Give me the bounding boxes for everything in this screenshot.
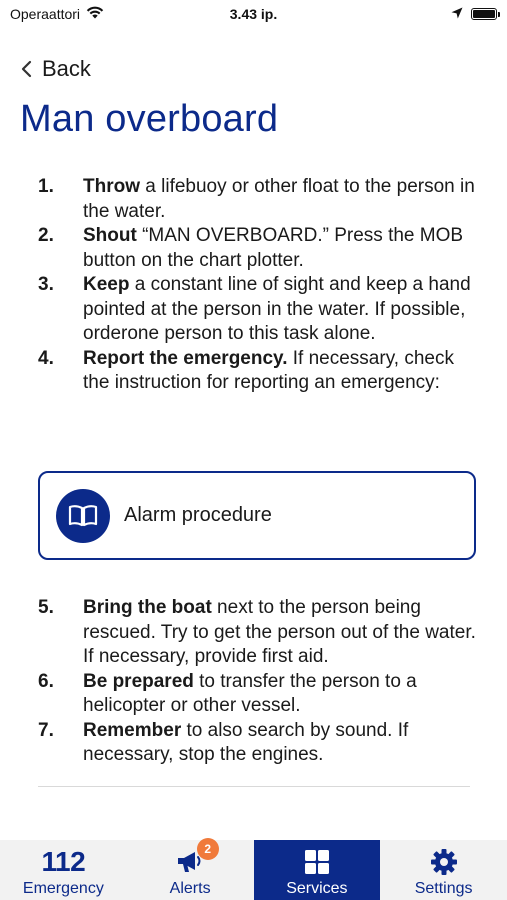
location-arrow-icon: [451, 6, 463, 22]
step-keyword: Report the emergency.: [83, 347, 288, 369]
back-label: Back: [42, 56, 91, 81]
step-item: [38, 273, 478, 347]
step-description: to also search by sound. If necessary, stop the engines.: [83, 719, 409, 765]
step-item: [38, 719, 478, 768]
steps-list-second: [38, 596, 478, 768]
step-number: 3.: [38, 274, 54, 295]
grid-icon: [303, 844, 331, 880]
battery-icon: [471, 8, 497, 20]
status-left: [10, 6, 104, 22]
step-text: [83, 719, 478, 768]
step-keyword: Keep: [83, 274, 130, 295]
step-item: [38, 596, 478, 670]
alarm-procedure-label: Alarm procedure: [124, 504, 272, 526]
tab-label: Emergency: [22, 880, 104, 897]
tab-label: Settings: [414, 880, 473, 897]
step-item: [38, 347, 478, 396]
step-keyword: Be prepared: [83, 670, 194, 692]
status-time: 3.43 ip.: [229, 6, 278, 22]
chevron-left-icon: [20, 60, 32, 78]
page-title: Man overboard: [20, 98, 279, 140]
battery-level: [473, 10, 495, 18]
step-description: If necessary, check the instruction for reporting an emergency:: [83, 347, 454, 393]
step-number: 5.: [38, 597, 54, 618]
tab-bar: [0, 840, 507, 900]
step-number: 4.: [38, 347, 54, 369]
step-text: [83, 273, 478, 347]
step-description: a lifebuoy or other float to the person in the water.: [83, 176, 475, 222]
step-keyword: Remember: [83, 719, 182, 741]
step-keyword: Bring the boat: [83, 597, 212, 618]
divider: [38, 786, 470, 787]
emergency-112-icon: [42, 844, 86, 880]
step-item: [38, 670, 478, 719]
tab-label: Services: [286, 880, 348, 897]
step-description: “MAN OVERBOARD.” Press the MOB button on the chart plotter.: [83, 225, 464, 271]
step-text: [83, 175, 478, 224]
step-item: [38, 175, 478, 224]
status-right: [451, 6, 497, 22]
tab-settings[interactable]: [380, 840, 507, 900]
step-number: 2.: [38, 225, 54, 246]
carrier-name: Operaattori: [10, 6, 81, 22]
status-bar: [0, 0, 507, 28]
step-number: 7.: [38, 719, 54, 741]
step-text: [83, 596, 478, 670]
back-button[interactable]: [20, 56, 91, 82]
alerts-badge: 2: [197, 838, 219, 860]
step-text: [83, 670, 478, 719]
step-description: a constant line of sight and keep a hand pointed at the person in the water. If possible, orderone person to this task alone.: [83, 274, 471, 344]
step-text: [83, 347, 478, 396]
step-keyword: Shout: [83, 225, 137, 246]
tab-alerts[interactable]: [127, 840, 254, 900]
tab-emergency[interactable]: [0, 840, 127, 900]
step-text: [83, 224, 478, 273]
emergency-number: 112: [41, 846, 86, 877]
step-keyword: Throw: [83, 176, 140, 197]
wifi-icon: [86, 6, 104, 22]
step-description: next to the person being rescued. Try to get the person out of the water. If necessary, provide first aid.: [83, 597, 476, 667]
tab-services[interactable]: [254, 840, 381, 900]
step-number: 6.: [38, 670, 54, 692]
alarm-procedure-card[interactable]: [38, 471, 476, 560]
tab-label: Alerts: [169, 880, 211, 897]
step-number: 1.: [38, 176, 54, 197]
steps-list-first: [38, 175, 478, 396]
book-icon: [56, 489, 110, 543]
step-item: [38, 224, 478, 273]
step-description: to transfer the person to a helicopter or other vessel.: [83, 670, 417, 716]
gear-icon: [429, 844, 459, 880]
